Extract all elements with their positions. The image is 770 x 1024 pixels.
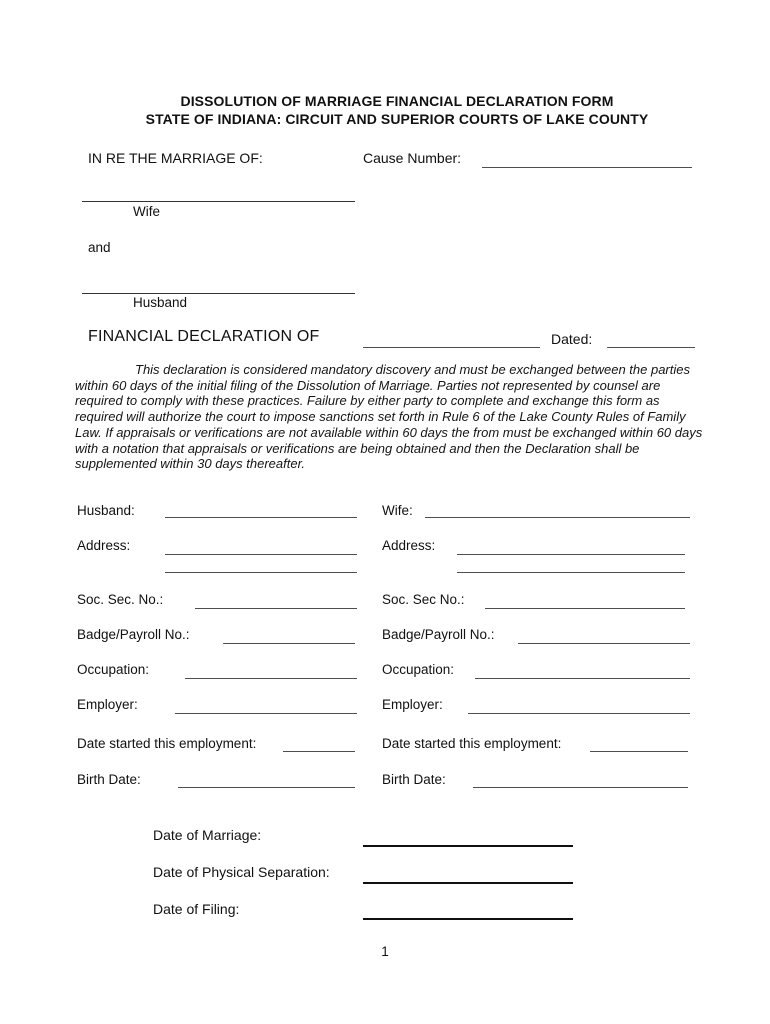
husband-employer-field[interactable] <box>175 699 357 714</box>
wife-birth-date-label: Birth Date: <box>382 772 446 787</box>
husband-caption: Husband <box>133 295 188 310</box>
husband-address-label: Address: <box>77 538 131 553</box>
form-title-line2: STATE OF INDIANA: CIRCUIT AND SUPERIOR COURTS OF LAKE COUNTY <box>145 110 649 127</box>
husband-ssn-field[interactable] <box>195 594 357 609</box>
wife-address-field-1[interactable] <box>457 540 685 555</box>
husband-occupation-label: Occupation: <box>77 662 150 677</box>
party-wife-name-field[interactable] <box>82 187 355 202</box>
husband-address-field-2[interactable] <box>165 558 357 573</box>
husband-badge-field[interactable] <box>223 629 355 644</box>
page-number: 1 <box>381 944 389 959</box>
husband-occupation-field[interactable] <box>185 664 357 679</box>
husband-employer-label: Employer: <box>77 697 138 712</box>
wife-employer-field[interactable] <box>468 699 690 714</box>
wife-address-label: Address: <box>382 538 436 553</box>
wife-occupation-field[interactable] <box>475 664 690 679</box>
wife-birth-date-field[interactable] <box>473 773 688 788</box>
wife-badge-field[interactable] <box>518 629 690 644</box>
wife-badge-label: Badge/Payroll No.: <box>382 627 495 642</box>
date-of-filing-field[interactable] <box>363 904 573 920</box>
notice-paragraph: This declaration is considered mandatory discovery and must be exchanged between the parties within 60 days of the initial filing of the Dissolution of Marriage. Parties not represented by counsel are required to comply with these practices. Failure by either party to complete and exchange this form as required will authorize the court to impose sanctions set forth in Rule 6 of the Lake County Rules of Family Law. If appraisals or verifications are not available within 60 days the from must be exchanged within 60 days with a notation that appraisals or verifications are being obtained and then the Declaration shall be supplemented within 30 days thereafter. <box>75 362 703 472</box>
wife-name-field[interactable] <box>425 503 690 518</box>
wife-employer-label: Employer: <box>382 697 443 712</box>
form-header <box>24 93 770 128</box>
wife-ssn-label: Soc. Sec No.: <box>382 592 465 607</box>
husband-date-started-field[interactable] <box>283 737 355 752</box>
party-husband-name-field[interactable] <box>82 279 355 294</box>
date-of-physical-separation-field[interactable] <box>363 868 573 884</box>
financial-declaration-heading: FINANCIAL DECLARATION OF <box>88 328 320 345</box>
husband-address-field-1[interactable] <box>165 540 357 555</box>
dated-field[interactable] <box>607 333 695 348</box>
husband-birth-date-label: Birth Date: <box>77 772 141 787</box>
husband-badge-label: Badge/Payroll No.: <box>77 627 190 642</box>
wife-ssn-field[interactable] <box>485 594 685 609</box>
husband-label: Husband: <box>77 503 135 518</box>
declarant-name-field[interactable] <box>363 333 540 348</box>
wife-caption: Wife <box>133 204 160 219</box>
and-text: and <box>88 240 111 255</box>
in-re-label: IN RE THE MARRIAGE OF: <box>88 150 263 166</box>
wife-occupation-label: Occupation: <box>382 662 455 677</box>
husband-date-started-label: Date started this employment: <box>77 736 257 751</box>
wife-date-started-field[interactable] <box>590 737 688 752</box>
husband-name-field[interactable] <box>165 503 357 518</box>
husband-ssn-label: Soc. Sec. No.: <box>77 592 164 607</box>
cause-number-field[interactable] <box>482 153 692 168</box>
date-of-marriage-field[interactable] <box>363 831 573 847</box>
husband-birth-date-field[interactable] <box>178 773 355 788</box>
wife-label: Wife: <box>382 503 413 518</box>
form-title-line1: DISSOLUTION OF MARRIAGE FINANCIAL DECLARATION FORM <box>180 93 614 109</box>
dated-label: Dated: <box>551 331 593 347</box>
wife-date-started-label: Date started this employment: <box>382 736 562 751</box>
date-of-marriage-label: Date of Marriage: <box>153 827 262 843</box>
date-of-filing-label: Date of Filing: <box>153 901 240 917</box>
cause-number-label: Cause Number: <box>363 150 462 166</box>
wife-address-field-2[interactable] <box>457 558 685 573</box>
date-of-physical-separation-label: Date of Physical Separation: <box>153 864 330 880</box>
